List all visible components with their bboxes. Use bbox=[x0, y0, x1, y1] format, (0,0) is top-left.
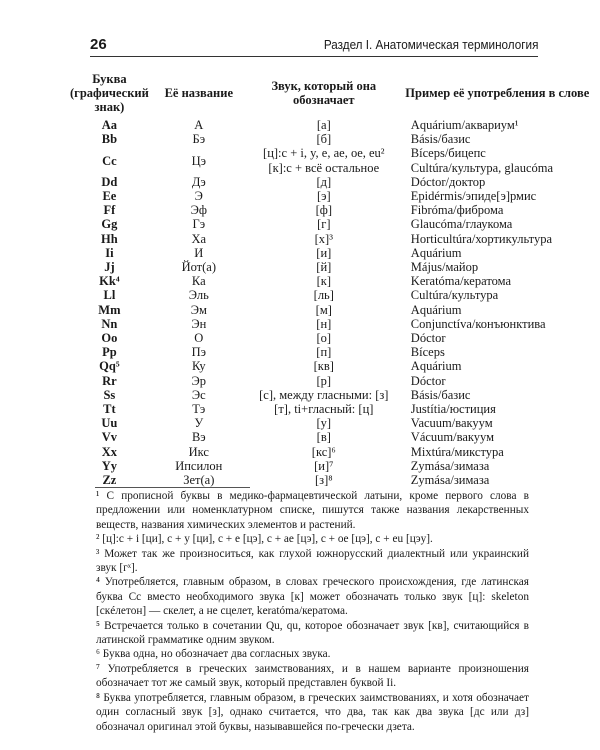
example-cell: Fibróma/фиброма bbox=[410, 203, 504, 218]
name-cell: Гэ bbox=[192, 217, 206, 232]
table-row bbox=[70, 331, 596, 345]
example-cell: Dóctor/доктор bbox=[410, 174, 486, 189]
page-number: 26 bbox=[90, 36, 107, 53]
name-cell: Йот(а) bbox=[181, 260, 217, 275]
footnote: ⁵ Встречается только в сочетании Qu, qu, которое обозначает звук [кв], считающийся в латинской грамматике одним звуком. bbox=[96, 619, 529, 647]
sound-cell: [д] bbox=[316, 174, 332, 189]
name-cell: Эль bbox=[188, 288, 209, 303]
letter-cell: Ee bbox=[102, 189, 117, 204]
table-row bbox=[70, 146, 596, 174]
table-row bbox=[70, 473, 596, 487]
name-cell: Эс bbox=[191, 387, 206, 402]
table-row bbox=[70, 189, 596, 203]
sound-cell: [и]⁷ bbox=[314, 458, 334, 473]
name-cell: Пэ bbox=[191, 345, 206, 360]
example-cell: Epidérmis/эпиде[э]рмис bbox=[410, 189, 537, 204]
letter-cell: Ss bbox=[103, 387, 116, 402]
example-cell: Zymása/зимаза bbox=[410, 473, 490, 488]
letter-cell: Yy bbox=[101, 458, 118, 473]
sound-cell: [с], между гласными: [з] bbox=[259, 387, 389, 402]
sound-cell: [ль] bbox=[313, 288, 334, 303]
example-cell: Glaucóma/глаукома bbox=[410, 217, 513, 232]
name-cell: Эм bbox=[190, 302, 207, 317]
example-cell: Bíceps bbox=[410, 345, 445, 360]
letter-cell: Gg bbox=[101, 217, 118, 232]
example-cell: Conjunctíva/конъюнктива bbox=[410, 316, 546, 331]
footnote: ⁶ Буква одна, но обозначает два согласных звука. bbox=[96, 648, 331, 661]
letter-cell: Oo bbox=[101, 331, 118, 346]
example-cell: Zymása/зимаза bbox=[410, 458, 490, 473]
table-row bbox=[70, 374, 596, 388]
example-cell: Justítia/юстиция bbox=[410, 402, 496, 417]
name-cell: Э bbox=[194, 189, 203, 204]
example-cell: Mixtúra/микстура bbox=[410, 444, 504, 459]
name-cell: О bbox=[194, 331, 204, 346]
name-cell: Эн bbox=[191, 316, 207, 331]
sound-cell: [в] bbox=[316, 430, 331, 445]
example-cell: Dóctor bbox=[410, 373, 446, 388]
col-header-sound: Звук, который она обозначает bbox=[271, 79, 377, 107]
name-cell: Ипсилон bbox=[175, 458, 223, 473]
alphabet-table bbox=[70, 72, 596, 487]
letter-cell: Pp bbox=[102, 345, 117, 360]
footnote: ⁸ Буква употребляется, главным образом, в греческих заимствованиях, и хотя обозначает один согласный звук [з], однако считается, что два, так как два звука [дс или дз] обозначал оригинал этой буквы, называвшейся по-гречески дзета. bbox=[96, 691, 529, 733]
name-cell: Ка bbox=[191, 274, 206, 289]
letter-cell: Bb bbox=[101, 132, 118, 147]
table-row bbox=[70, 416, 596, 430]
table-row bbox=[70, 175, 596, 189]
letter-cell: Ll bbox=[103, 288, 116, 303]
example-cell: Bíceps/бицепс Cultúra/культура, glaucóma bbox=[410, 146, 554, 175]
footnotes bbox=[96, 489, 529, 734]
letter-cell: Mm bbox=[98, 302, 121, 317]
table-row bbox=[70, 388, 596, 402]
table-row bbox=[70, 132, 596, 146]
table-row bbox=[70, 303, 596, 317]
footnote: ⁴ Употребляется, главным образом, в словах греческого происхождения, где латинская буква Cc вместо необходимого звука [к] может обозначать только звук [ц]: skeleton [скéлетон] — скелет, а не сцелет, keratóma/кератома. bbox=[96, 576, 529, 618]
sound-cell: [б] bbox=[316, 132, 332, 147]
letter-cell: Xx bbox=[101, 444, 118, 459]
example-cell: Básis/базис bbox=[410, 132, 471, 147]
letter-cell: Dd bbox=[101, 174, 118, 189]
sound-cell: [кв] bbox=[313, 359, 334, 374]
table-row bbox=[70, 288, 596, 302]
name-cell: Бэ bbox=[192, 132, 206, 147]
name-cell: Эф bbox=[190, 203, 207, 218]
sound-cell: [к] bbox=[316, 274, 331, 289]
example-cell: Vácuum/вакуум bbox=[410, 430, 495, 445]
sound-cell: [о] bbox=[316, 331, 332, 346]
name-cell: Зет(а) bbox=[183, 473, 215, 488]
table-row bbox=[70, 274, 596, 288]
name-cell: И bbox=[194, 245, 204, 260]
sound-cell: [й] bbox=[316, 260, 332, 275]
letter-cell: Uu bbox=[101, 416, 118, 431]
sound-cell: [ц]:c + i, y, e, ae, oe, eu² [к]:c + всё остальное bbox=[263, 146, 385, 175]
sound-cell: [г] bbox=[317, 217, 331, 232]
name-cell: Ку bbox=[191, 359, 206, 374]
example-cell: Május/майор bbox=[410, 260, 479, 275]
letter-cell: Ii bbox=[105, 245, 114, 260]
letter-cell: Jj bbox=[104, 260, 115, 275]
example-cell: Aquárium/аквариум¹ bbox=[410, 118, 519, 132]
table-row bbox=[70, 217, 596, 231]
sound-cell: [п] bbox=[316, 345, 332, 360]
letter-cell: Tt bbox=[103, 402, 116, 417]
footnote: ⁷ Употребляется в греческих заимствованиях, и в нашем варианте произношения обозначает тот же самый звук, который представлен буквой Ii. bbox=[96, 662, 529, 690]
sound-cell: [т], ti+гласный: [ц] bbox=[274, 402, 374, 417]
col-header-name: Её название bbox=[164, 86, 234, 100]
footnote: ² [ц]:c + i [ци], c + y [ци], c + e [цэ], c + ae [цэ], c + oe [цэ], c + eu [цэу]. bbox=[96, 533, 433, 546]
footnote: ³ Может так же произноситься, как глухой южнорусский диалектный или украинский звук [гˣ]. bbox=[96, 547, 529, 575]
letter-cell: Ff bbox=[103, 203, 116, 218]
name-cell: Икс bbox=[188, 444, 209, 459]
table-row bbox=[70, 260, 596, 274]
letter-cell: Nn bbox=[101, 316, 118, 331]
letter-cell: Kk⁴ bbox=[99, 274, 120, 289]
sound-cell: [э] bbox=[316, 189, 331, 204]
name-cell: У bbox=[194, 416, 204, 431]
letter-cell: Cc bbox=[102, 153, 117, 168]
table-row bbox=[70, 203, 596, 217]
example-cell: Aquárium bbox=[410, 302, 462, 317]
table-row bbox=[70, 402, 596, 416]
example-cell: Básis/базис bbox=[410, 387, 471, 402]
sound-cell: [и] bbox=[316, 245, 332, 260]
table-row bbox=[70, 232, 596, 246]
name-cell: Вэ bbox=[191, 430, 206, 445]
sound-cell: [у] bbox=[316, 416, 332, 431]
name-cell: Эр bbox=[191, 373, 207, 388]
letter-cell: Qq⁵ bbox=[99, 359, 120, 374]
name-cell: Тэ bbox=[192, 402, 206, 417]
example-cell: Keratóma/кератома bbox=[410, 274, 512, 289]
col-header-letter: Буква (графический знак) bbox=[70, 72, 149, 114]
example-cell: Aquárium bbox=[410, 245, 462, 260]
sound-cell: [р] bbox=[316, 373, 332, 388]
example-cell: Dóctor bbox=[410, 331, 446, 346]
name-cell: Дэ bbox=[191, 174, 206, 189]
name-cell: Цэ bbox=[191, 153, 206, 168]
letter-cell: Vv bbox=[101, 430, 118, 445]
footnote: ¹ С прописной буквы в медико-фармацевтической латыни, кроме первого слова в предложении или номенклатурном списке, пишутся также названия лекарственных веществ, названия химических элементов и растений. bbox=[96, 490, 529, 531]
example-cell: Cultúra/культура bbox=[410, 288, 499, 303]
sound-cell: [м] bbox=[315, 302, 332, 317]
section-title: Раздел I. Анатомическая терминология bbox=[323, 37, 538, 52]
sound-cell: [н] bbox=[316, 316, 332, 331]
col-header-example: Пример её употребления в слове bbox=[405, 86, 590, 100]
name-cell: А bbox=[194, 118, 204, 132]
table-row bbox=[70, 317, 596, 331]
running-header bbox=[90, 36, 538, 57]
letter-cell: Rr bbox=[102, 373, 117, 388]
letter-cell: Aa bbox=[101, 118, 118, 132]
sound-cell: [х]³ bbox=[314, 231, 333, 246]
table-row bbox=[70, 359, 596, 373]
table-row bbox=[70, 459, 596, 473]
table-body bbox=[70, 118, 596, 487]
table-row bbox=[70, 430, 596, 444]
table-row bbox=[70, 246, 596, 260]
letter-cell: Hh bbox=[101, 231, 118, 246]
table-row bbox=[70, 118, 596, 132]
table-row bbox=[70, 345, 596, 359]
letter-cell: Zz bbox=[102, 473, 117, 488]
sound-cell: [кс]⁶ bbox=[311, 444, 336, 459]
sound-cell: [а] bbox=[316, 118, 331, 132]
footnote-divider bbox=[95, 487, 250, 488]
sound-cell: [ф] bbox=[315, 203, 333, 218]
example-cell: Vacuum/вакуум bbox=[410, 416, 493, 431]
name-cell: Ха bbox=[191, 231, 207, 246]
example-cell: Horticultúra/хортикультура bbox=[410, 231, 553, 246]
table-row bbox=[70, 445, 596, 459]
table-header-row bbox=[70, 72, 596, 118]
example-cell: Aquárium bbox=[410, 359, 462, 374]
sound-cell: [з]⁸ bbox=[314, 473, 333, 488]
